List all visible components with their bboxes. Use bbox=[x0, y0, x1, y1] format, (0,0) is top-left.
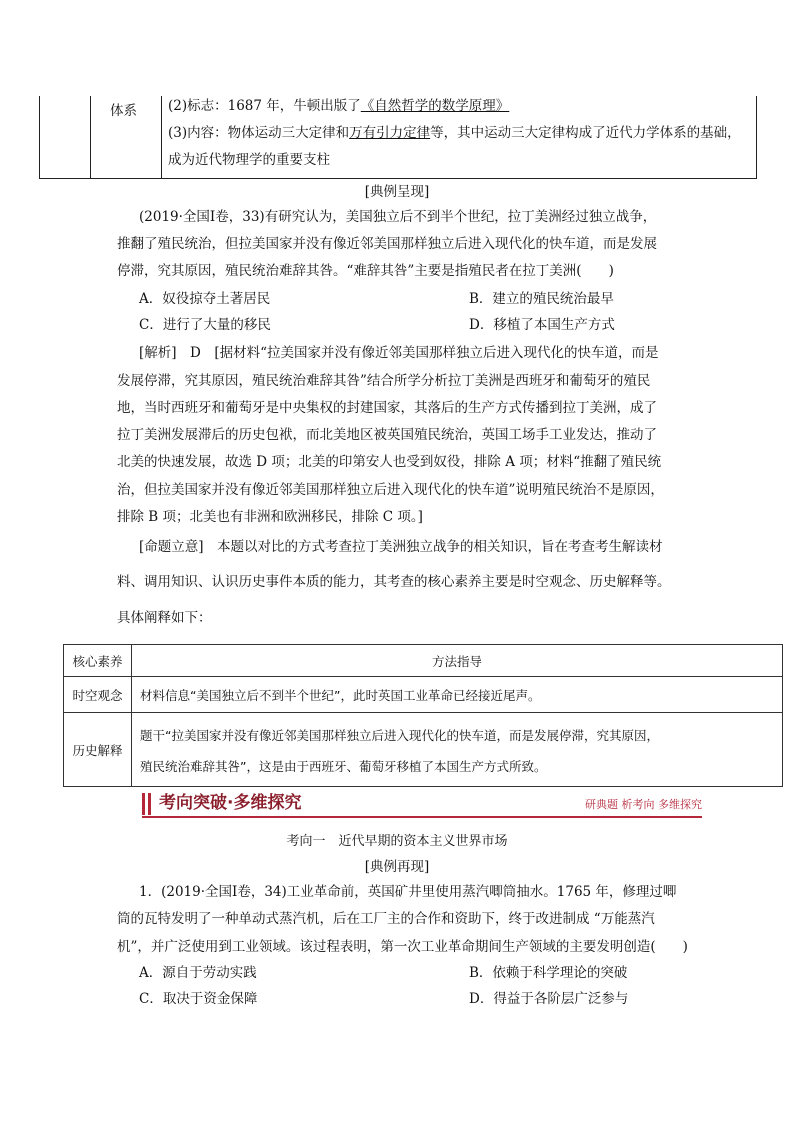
option-b: B．依赖于科学理论的突破 bbox=[469, 965, 628, 981]
method-table bbox=[63, 644, 783, 787]
book-title: 《自然哲学的数学原理》 bbox=[360, 98, 510, 114]
row-content: 题干“拉美国家并没有像近邻美国那样独立后进入现代化的快车道，而是发展停滞，究其原因， 殖民统治难辞其咎”，这是由于西班牙、葡萄牙移植了本国生产方式所致。 bbox=[132, 713, 783, 787]
option-a: A．奴役掠夺土著居民 bbox=[139, 291, 271, 307]
question-line: 停滞，究其原因，殖民统治难辞其咎。“难辞其咎”主要是指殖民者在拉丁美洲( ) bbox=[117, 263, 614, 279]
analysis-line: 地，当时西班牙和葡萄牙是中央集权的封建国家，其落后的生产方式传播到拉丁美洲，成了 bbox=[117, 400, 657, 416]
option-b: B．建立的殖民统治最早 bbox=[469, 291, 614, 307]
table-divider bbox=[161, 96, 162, 178]
analysis-line: 北美的快速发展，故选 D 项；北美的印第安人也受到奴役，排除 A 项；材料“推翻了殖民统 bbox=[117, 454, 662, 470]
question-line: 机”，并广泛使用到工业领域。该过程表明，第一次工业革命期间生产领域的主要发明创造( ) bbox=[117, 939, 688, 955]
analysis-line: 发展停滞，究其原因，殖民统治难辞其咎”结合所学分析拉丁美洲是西班牙和葡萄牙的殖民 bbox=[117, 373, 651, 389]
section-heading: [典例呈现] bbox=[364, 184, 430, 200]
row-content: 材料信息“美国独立后不到半个世纪”，此时英国工业革命已经接近尾声。 bbox=[132, 677, 783, 713]
question-line: (2019·全国Ⅰ卷，33)有研究认为，美国独立后不到半个世纪，拉丁美洲经过独立战争， bbox=[139, 209, 657, 225]
table-cell-label: 体系 bbox=[110, 103, 137, 119]
option-c: C．进行了大量的移民 bbox=[139, 317, 271, 333]
banner-rule bbox=[142, 816, 702, 818]
detail-intro: 具体阐释如下： bbox=[117, 610, 212, 626]
question-line: 推翻了殖民统治，但拉美国家并没有像近邻美国那样独立后进入现代化的快车道，而是发展 bbox=[117, 236, 657, 252]
option-c: C．取决于资金保障 bbox=[139, 991, 258, 1007]
section-banner bbox=[142, 792, 702, 816]
row-label: 历史解释 bbox=[64, 713, 132, 787]
banner-title: 考向突破·多维探究 bbox=[159, 793, 302, 813]
section-heading: [典例再现] bbox=[364, 859, 430, 875]
table-row bbox=[64, 677, 783, 713]
option-d: D．移植了本国生产方式 bbox=[469, 317, 615, 333]
section-title: 考向一 近代早期的资本主义世界市场 bbox=[286, 834, 508, 849]
analysis-line: [解析] D [据材料“拉美国家并没有像近邻美国那样独立后进入现代化的快车道，而是 bbox=[139, 345, 659, 361]
question-line: 1．(2019·全国Ⅰ卷，34)工业革命前，英国矿井里使用蒸汽唧筒抽水。1765 年，修理过唧 bbox=[139, 884, 677, 900]
table-cell-line: (3)内容：物体运动三大定律和万有引力定律等，其中运动三大定律构成了近代力学体系的基础， bbox=[168, 125, 741, 141]
header-cell: 核心素养 bbox=[64, 645, 132, 677]
table-cell-line: (2)标志：1687 年，牛顿出版了《自然哲学的数学原理》 bbox=[168, 98, 510, 114]
banner-subtitle: 研典题 析考向 多维探究 bbox=[585, 798, 702, 811]
option-d: D．得益于各阶层广泛参与 bbox=[469, 991, 629, 1007]
intent-line: [命题立意] 本题以对比的方式考查拉丁美洲独立战争的相关知识，旨在考查考生解读材 bbox=[139, 539, 663, 555]
knowledge-table bbox=[39, 96, 757, 179]
table-cell-line: 成为近代物理学的重要支柱 bbox=[168, 152, 330, 168]
analysis-line: 拉丁美洲发展滞后的历史包袱，而北美地区被英国殖民统治，英国工场手工业发达，推动了 bbox=[117, 427, 657, 443]
table-header-row bbox=[64, 645, 783, 677]
analysis-line: 排除 B 项；北美也有非洲和欧洲移民，排除 C 项。] bbox=[117, 509, 423, 525]
intent-line: 料、调用知识、认识历史事件本质的能力，其考查的核心素养主要是时空观念、历史解释等。 bbox=[117, 574, 671, 590]
analysis-line: 治，但拉美国家并没有像近邻美国那样独立后进入现代化的快车道”说明殖民统治不是原因， bbox=[117, 482, 664, 498]
row-label: 时空观念 bbox=[64, 677, 132, 713]
option-a: A．源自于劳动实践 bbox=[139, 965, 257, 981]
table-row bbox=[64, 713, 783, 787]
header-cell: 方法指导 bbox=[132, 645, 783, 677]
law-term: 万有引力定律 bbox=[349, 125, 431, 141]
banner-accent bbox=[142, 793, 145, 815]
banner-accent bbox=[148, 793, 151, 815]
table-divider bbox=[90, 96, 91, 178]
question-line: 筒的瓦特发明了一种单动式蒸汽机，后在工厂主的合作和资助下，终于改进制成 “万能蒸汽 bbox=[117, 911, 655, 927]
